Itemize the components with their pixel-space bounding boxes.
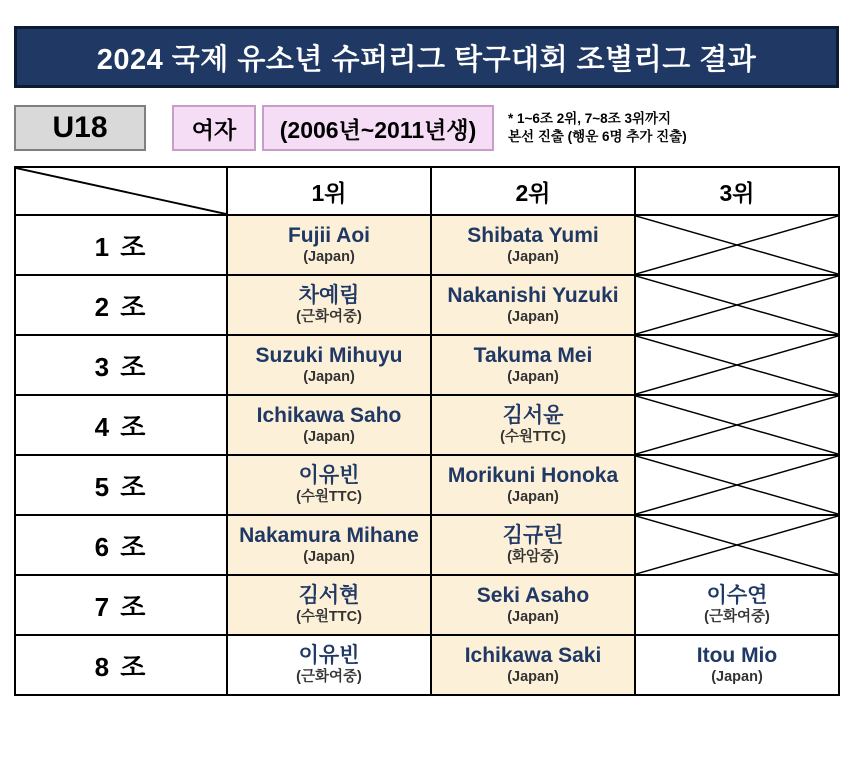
player-name: Seki Asaho bbox=[476, 584, 590, 608]
cross-out-icon bbox=[636, 276, 838, 334]
cell-first-place bbox=[227, 335, 431, 395]
cell-second-place bbox=[431, 215, 635, 275]
cell-first-place bbox=[227, 635, 431, 695]
cell-third-place-empty bbox=[635, 215, 839, 275]
page-title: 2024 국제 유소년 슈퍼리그 탁구대회 조별리그 결과 bbox=[96, 43, 757, 76]
gender-badge: 여자 bbox=[172, 105, 256, 151]
player-name: Nakanishi Yuzuki bbox=[447, 284, 619, 308]
cell-second-place bbox=[431, 395, 635, 455]
group-label: 4 조 bbox=[15, 395, 227, 455]
player-name: 차예림 bbox=[298, 284, 360, 308]
cross-out-icon bbox=[636, 336, 838, 394]
player-club: (Japan) bbox=[507, 248, 559, 265]
cell-third-place-empty bbox=[635, 455, 839, 515]
cell-second-place bbox=[431, 455, 635, 515]
table-header-row bbox=[15, 167, 839, 215]
diagonal-line-icon bbox=[16, 168, 226, 214]
player-club: (근화여중) bbox=[704, 608, 770, 625]
player-club: (Japan) bbox=[507, 668, 559, 685]
group-label: 6 조 bbox=[15, 515, 227, 575]
qualification-note bbox=[508, 110, 687, 146]
qualification-note-line2: 본선 진출 (행운 6명 추가 진출) bbox=[508, 129, 687, 144]
player-name: 이수연 bbox=[706, 584, 768, 608]
age-group-badge: U18 bbox=[14, 105, 146, 151]
corner-diagonal-cell bbox=[15, 167, 227, 215]
player-name: Itou Mio bbox=[696, 644, 778, 668]
table-row bbox=[15, 515, 839, 575]
player-name: 이유빈 bbox=[298, 464, 360, 488]
player-club: (화암중) bbox=[507, 548, 559, 565]
cell-third-place-empty bbox=[635, 395, 839, 455]
player-name: Fujii Aoi bbox=[287, 224, 371, 248]
group-results-table bbox=[14, 166, 840, 696]
cross-out-icon bbox=[636, 456, 838, 514]
player-club: (Japan) bbox=[303, 368, 355, 385]
cell-first-place bbox=[227, 455, 431, 515]
player-club: (근화여중) bbox=[296, 308, 362, 325]
group-label: 2 조 bbox=[15, 275, 227, 335]
player-club: (Japan) bbox=[711, 668, 763, 685]
cell-first-place bbox=[227, 575, 431, 635]
player-club: (Japan) bbox=[507, 308, 559, 325]
player-name: Shibata Yumi bbox=[467, 224, 599, 248]
cell-third-place-empty bbox=[635, 335, 839, 395]
cell-first-place bbox=[227, 395, 431, 455]
player-club: (Japan) bbox=[303, 548, 355, 565]
player-club: (Japan) bbox=[507, 368, 559, 385]
group-label: 1 조 bbox=[15, 215, 227, 275]
cell-second-place bbox=[431, 575, 635, 635]
cell-third-place bbox=[635, 635, 839, 695]
table-row bbox=[15, 275, 839, 335]
category-header bbox=[14, 104, 839, 152]
birth-years-badge: (2006년~2011년생) bbox=[262, 105, 494, 151]
player-club: (Japan) bbox=[507, 488, 559, 505]
cross-out-icon bbox=[636, 216, 838, 274]
cell-first-place bbox=[227, 215, 431, 275]
player-club: (수원TTC) bbox=[296, 608, 362, 625]
column-header-first: 1위 bbox=[227, 167, 431, 215]
table-row bbox=[15, 635, 839, 695]
player-club: (근화여중) bbox=[296, 668, 362, 685]
group-label: 7 조 bbox=[15, 575, 227, 635]
player-club: (Japan) bbox=[303, 428, 355, 445]
cell-second-place bbox=[431, 275, 635, 335]
cross-out-icon bbox=[636, 516, 838, 574]
table-row bbox=[15, 395, 839, 455]
table-row bbox=[15, 215, 839, 275]
column-header-second: 2위 bbox=[431, 167, 635, 215]
player-club: (Japan) bbox=[303, 248, 355, 265]
qualification-note-line1: * 1~6조 2위, 7~8조 3위까지 bbox=[508, 110, 672, 126]
player-name: Ichikawa Saho bbox=[256, 404, 402, 428]
player-name: 이유빈 bbox=[298, 644, 360, 668]
player-name: Morikuni Honoka bbox=[447, 464, 619, 488]
player-club: (Japan) bbox=[507, 608, 559, 625]
group-label: 3 조 bbox=[15, 335, 227, 395]
table-row bbox=[15, 575, 839, 635]
results-page bbox=[0, 26, 853, 771]
column-header-third: 3위 bbox=[635, 167, 839, 215]
cell-second-place bbox=[431, 335, 635, 395]
player-name: Suzuki Mihuyu bbox=[255, 344, 403, 368]
player-club: (수원TTC) bbox=[296, 488, 362, 505]
cross-out-icon bbox=[636, 396, 838, 454]
cell-third-place-empty bbox=[635, 515, 839, 575]
table-row bbox=[15, 335, 839, 395]
cell-third-place bbox=[635, 575, 839, 635]
player-name: 김서현 bbox=[298, 584, 360, 608]
group-label: 5 조 bbox=[15, 455, 227, 515]
cell-second-place bbox=[431, 635, 635, 695]
cell-second-place bbox=[431, 515, 635, 575]
cell-third-place-empty bbox=[635, 275, 839, 335]
cell-first-place bbox=[227, 275, 431, 335]
page-title-banner bbox=[14, 26, 839, 88]
cell-first-place bbox=[227, 515, 431, 575]
table-row bbox=[15, 455, 839, 515]
player-name: 김규린 bbox=[502, 524, 564, 548]
group-label: 8 조 bbox=[15, 635, 227, 695]
player-name: Takuma Mei bbox=[473, 344, 593, 368]
player-name: Nakamura Mihane bbox=[239, 524, 419, 548]
player-name: Ichikawa Saki bbox=[464, 644, 602, 668]
player-club: (수원TTC) bbox=[500, 428, 566, 445]
player-name: 김서윤 bbox=[502, 404, 564, 428]
